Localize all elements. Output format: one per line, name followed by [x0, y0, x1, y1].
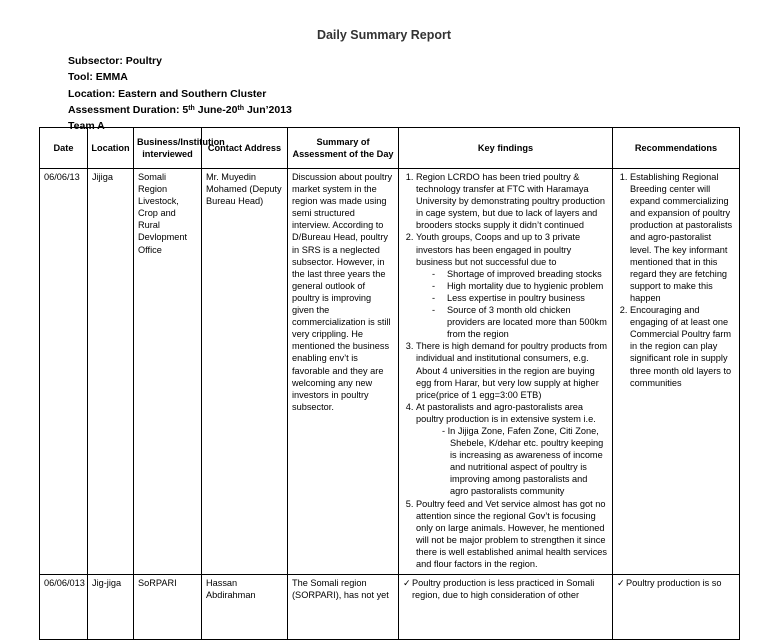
cell-recommendations	[613, 169, 740, 575]
recommendation-2: 2. Encouraging and engaging of at least one Commercial Poultry farm in the region can play significant role in supply three month old layers to communities	[630, 304, 735, 389]
duration-line: Assessment Duration: 5th June-20th Jun’2013	[68, 103, 292, 116]
findings-list	[403, 171, 608, 570]
header-summary: Summary of Assessment of the Day	[288, 128, 399, 169]
header-recommendations: Recommendations	[613, 128, 740, 169]
cell-summary: Discussion about poultry market system in the region was made using semi structured interview. According to D/Bureau Head, poultry in SRS is a neglected subsector. However, in the last three years the general outlook of poultry is improving given the commercialization is still very crippling. He mentioned the business enabling env’t is favorable and they are welcoming any new investors in poultry subsector.	[288, 169, 399, 575]
finding-4-sub: - In Jijiga Zone, Fafen Zone, Citi Zone, Shebele, K/dehar etc. poultry keeping is increasing as awareness of income and nutritional aspect of poultry is improving among pastoralists and agro pastoralists community	[442, 425, 604, 497]
dash-icon: -	[432, 268, 436, 279]
summary-table	[39, 127, 740, 640]
cell-findings	[399, 169, 613, 575]
subsector-line: Subsector: Poultry	[68, 55, 162, 67]
table-row	[40, 575, 740, 640]
recommendation-1: 1. Establishing Regional Breeding center will expand commercializing and expansion of poultry production at pastoralists and agro-pastoralist level. The key informant mentioned that in this regard they are fetching support to make this happen	[630, 171, 735, 304]
tool-line: Tool: EMMA	[68, 71, 128, 84]
report-meta	[68, 53, 292, 134]
header-row	[40, 128, 740, 169]
cell-summary: The Somali region (SORPARI), has not yet	[288, 575, 399, 640]
cell-date: 06/06/013	[40, 575, 88, 640]
cell-findings: ✓ Poultry production is less practiced in Somali region, due to high consideration of other	[399, 575, 613, 640]
finding-5: 5. Poultry feed and Vet service almost has got no attention since the regional Gov’t is focusing only on large animals. However, he mentioned will not be major problem to strengthen it since there is well established animal health services and flour factors in the region.	[416, 498, 608, 571]
table-row	[40, 169, 740, 575]
finding-3: 3. There is high demand for poultry products from individual and institutional consumers, e.g. About 4 universities in the region are buying egg from Harar, but very low supply at higher price(price of 1 egg=3:00 ETB)	[416, 340, 608, 400]
report-title: Daily Summary Report	[316, 28, 452, 42]
dash-icon: -	[432, 292, 436, 303]
recommendations-list	[617, 171, 735, 389]
dash-icon: -	[432, 305, 436, 316]
header-contact: Contact Address	[202, 128, 288, 169]
sub-item: - Shortage of improved breading stocks	[432, 268, 602, 279]
finding-2: 2. Youth groups, Coops and up to 3 private investors has been engaged in poultry business but not successful due to - Shortage of improved breading stocks - High mortality due to hygienic problem - Less expertise in poultry business - Source of 3 month old chicken providers are located more than 500km from the region	[416, 231, 608, 340]
header-business: Business/Institution interviewed	[134, 128, 202, 169]
finding-2-sublist	[416, 268, 608, 341]
dash-icon: -	[432, 280, 436, 291]
cell-contact: Mr. Muyedin Mohamed (Deputy Bureau Head)	[202, 169, 288, 575]
header-date: Date	[40, 128, 88, 169]
finding-4: 4. At pastoralists and agro-pastoralists area poultry production is in extensive system i.e. - In Jijiga Zone, Fafen Zone, Citi Zone, Shebele, K/dehar etc. poultry keeping is increasing as awareness of income and nutritional aspect of poultry is improving among pastoralists and agro pastoralists community	[416, 401, 608, 498]
header-findings: Key findings	[399, 128, 613, 169]
sub-item: - Source of 3 month old chicken providers are located more than 500km from the region	[432, 305, 607, 340]
checkmark-icon: ✓	[403, 578, 411, 588]
cell-recommendations: ✓ Poultry production is so	[613, 575, 740, 640]
sub-item: - High mortality due to hygienic problem	[432, 280, 604, 291]
team-line: Team A	[68, 120, 105, 133]
cell-location: Jig-jiga	[88, 575, 134, 640]
cell-business: Somali Region Livestock, Crop and Rural Devlopment Office	[134, 169, 202, 575]
header-location: Location	[88, 128, 134, 169]
sub-item: - Less expertise in poultry business	[432, 292, 585, 303]
finding-1: 1. Region LCRDO has been tried poultry & technology transfer at FTC with Haramaya University by demonstrating poultry production in cage system, but due to lack of layers and brooders stocks supply it didn’t continued	[416, 171, 608, 231]
cell-business: SoRPARI	[134, 575, 202, 640]
location-line: Location: Eastern and Southern Cluster	[68, 87, 267, 100]
cell-location: Jijiga	[88, 169, 134, 575]
checkmark-icon: ✓	[617, 578, 625, 588]
cell-contact: Hassan Abdirahman	[202, 575, 288, 640]
cell-date: 06/06/13	[40, 169, 88, 575]
